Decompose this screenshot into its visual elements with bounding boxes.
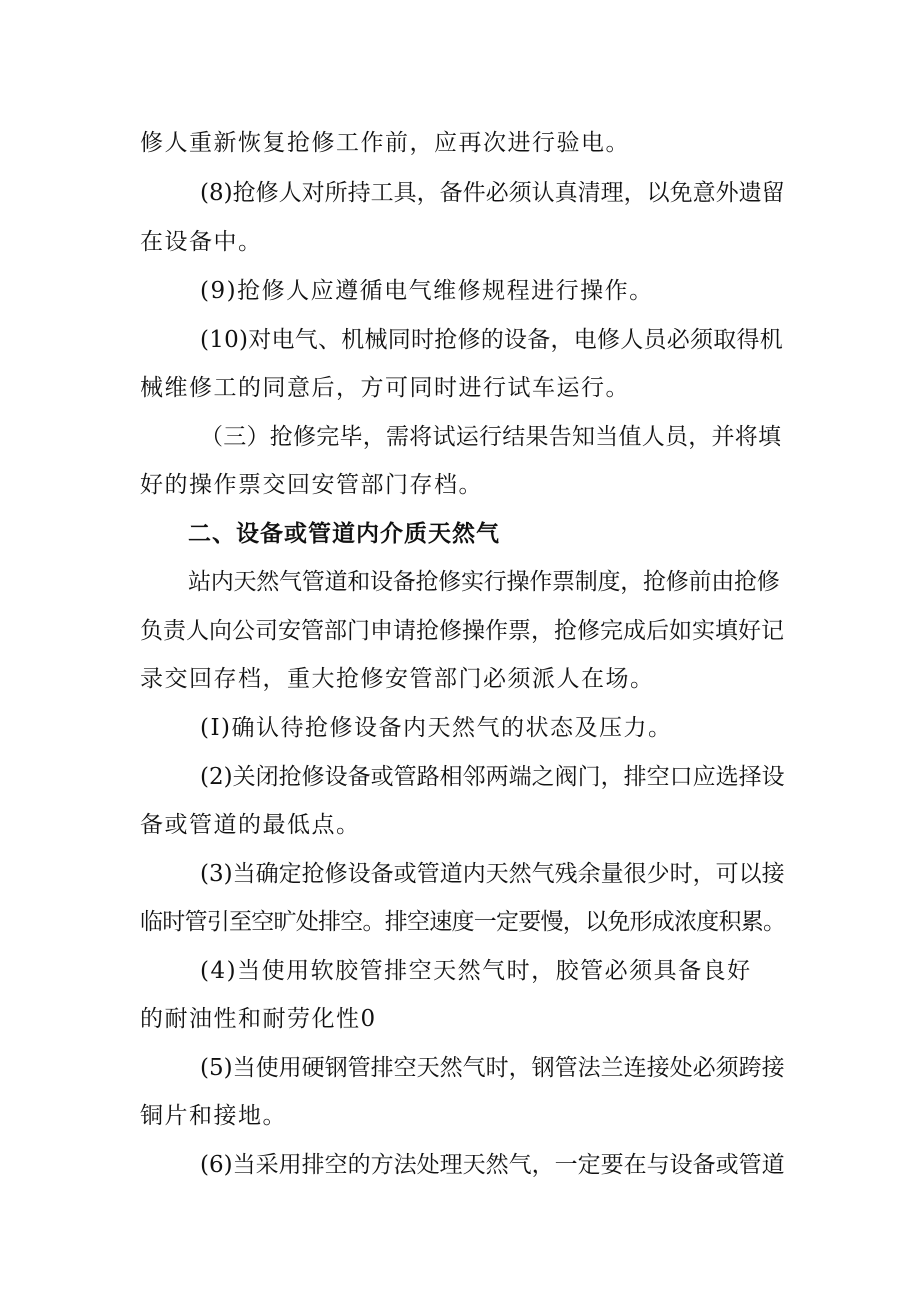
text-line-item-10: (10)对电气、机械同时抢修的设备，电修人员必须取得机	[200, 327, 783, 353]
text-line-item-4: (4)当使用软胶管排空天然气时，胶管必须具备良好	[200, 958, 752, 984]
text-line-item-1: (I)确认待抢修设备内天然气的状态及压力。	[200, 715, 673, 741]
text-line-item-5-cont: 铜片和接地。	[140, 1103, 287, 1129]
text-line-continuation: 修人重新恢复抢修工作前，应再次进行验电。	[140, 130, 630, 156]
text-line-section-3: （三）抢修完毕，需将试运行结果告知当值人员，并将填	[200, 424, 782, 450]
text-line-intro-cont-1: 负责人向公司安管部门申请抢修操作票，抢修完成后如实填好记	[140, 618, 784, 644]
text-line-item-2: (2)关闭抢修设备或管路相邻两端之阀门，排空口应选择设	[200, 764, 785, 790]
text-line-item-8-cont: 在设备中。	[140, 229, 263, 255]
section-heading: 二、设备或管道内介质天然气	[188, 521, 500, 547]
text-line-item-10-cont: 械维修工的同意后，方可同时进行试车运行。	[140, 375, 630, 401]
text-line-item-8: (8)抢修人对所持工具，备件必须认真清理，以免意外遗留	[200, 180, 785, 206]
text-line-item-3-cont: 临时管引至空旷处排空。排空速度一定要慢，以免形成浓度积累。	[140, 909, 786, 935]
text-line-item-9: (9)抢修人应遵循电气维修规程进行操作。	[200, 278, 654, 304]
text-line-item-4-cont: 的耐油性和耐劳化性0	[140, 1006, 377, 1032]
text-line-section-3-cont: 好的操作票交回安管部门存档。	[140, 472, 483, 498]
text-line-intro: 站内天然气管道和设备抢修实行操作票制度，抢修前由抢修	[188, 569, 780, 595]
text-line-item-2-cont: 备或管道的最低点。	[140, 812, 361, 838]
text-line-intro-cont-2: 录交回存档，重大抢修安管部门必须派人在场。	[140, 666, 655, 692]
text-line-item-6: (6)当采用排空的方法处理天然气，一定要在与设备或管道	[200, 1152, 785, 1178]
text-line-item-3: (3)当确定抢修设备或管道内天然气残余量很少时，可以接	[200, 861, 785, 887]
text-line-item-5: (5)当使用硬钢管排空天然气时，钢管法兰连接处必须跨接	[200, 1055, 785, 1081]
